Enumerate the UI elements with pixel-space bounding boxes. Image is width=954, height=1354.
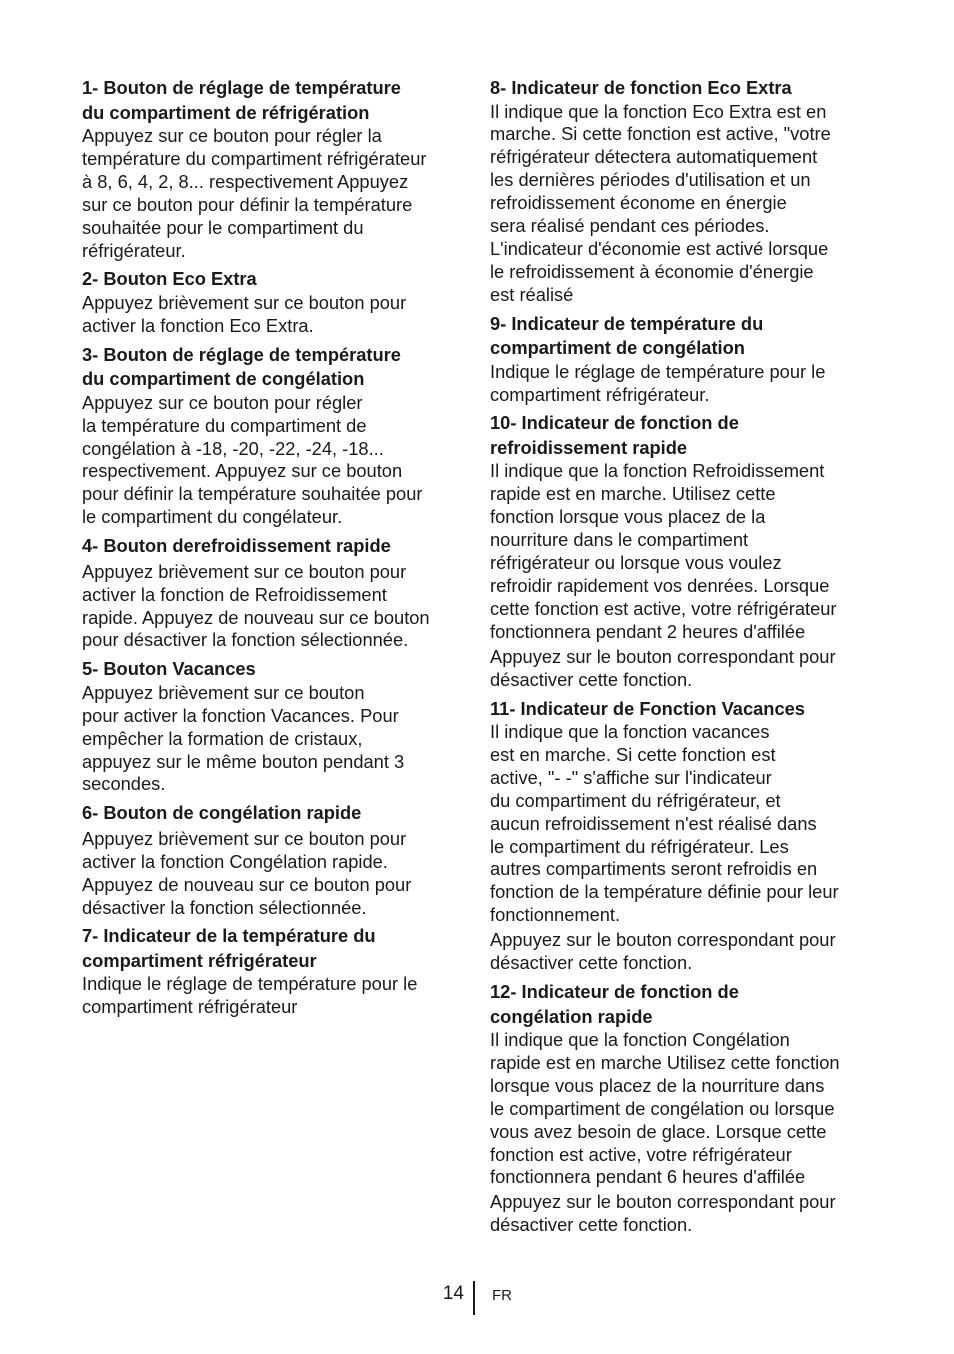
body-line: Appuyez sur ce bouton pour régler — [82, 391, 363, 413]
section-title: 8- Indicateur de fonction Eco Extra — [490, 77, 792, 98]
body-line: refroidir rapidement vos denrées. Lorsque — [490, 575, 830, 596]
section-title: 9- Indicateur de température du — [490, 312, 764, 334]
body-line: désactiver cette fonction. — [490, 668, 693, 690]
body-line: à 8, 6, 4, 2, 8... respectivement Appuyez — [82, 170, 409, 192]
body-line: fonctionnement. — [490, 904, 621, 926]
section — [490, 312, 874, 407]
body-line: Indique le réglage de température pour le — [490, 360, 826, 382]
body-line: cette fonction est active, votre réfrigérateur — [490, 597, 837, 619]
body-line: aucun refroidissement n'est réalisé dans — [490, 812, 817, 834]
body-line: activer la fonction Congélation rapide. — [82, 850, 388, 872]
section-title: 4- Bouton derefroidissement rapide — [82, 535, 391, 557]
section — [82, 534, 466, 652]
section — [490, 980, 874, 1237]
body-line: empêcher la formation de cristaux, — [82, 727, 363, 749]
body-line: fonction de la température définie pour leur — [490, 881, 839, 903]
body-line: Appuyez sur le bouton correspondant pour — [490, 929, 836, 951]
section-title: 5- Bouton Vacances — [82, 658, 256, 680]
section-title: 6- Bouton de congélation rapide — [82, 802, 362, 824]
body-line: Appuyez sur ce bouton pour régler la — [82, 125, 382, 146]
body-line: appuyez sur le même bouton pendant 3 — [82, 750, 405, 772]
body-line: compartiment réfrigérateur — [82, 996, 298, 1018]
section-title: du compartiment de congélation — [82, 368, 365, 390]
body-line: la température du compartiment de — [82, 414, 367, 436]
body-line: respectivement. Appuyez sur ce bouton — [82, 460, 403, 482]
body-line: Il indique que la fonction Eco Extra est en — [490, 100, 827, 122]
section — [82, 343, 466, 529]
body-line: L'indicateur d'économie est activé lorsque — [490, 237, 829, 259]
body-line: secondes. — [82, 773, 166, 795]
body-line: sera réalisé pendant ces périodes. — [490, 215, 770, 237]
page-footer — [0, 1279, 954, 1319]
body-line: active, "- -" s'affiche sur l'indicateur — [490, 766, 772, 788]
body-line: Il indique que la fonction Congélation — [490, 1029, 790, 1050]
body-line: Appuyez sur le bouton correspondant pour — [490, 1191, 836, 1213]
section — [82, 267, 466, 337]
body-line: souhaitée pour le compartiment du — [82, 216, 364, 238]
section-title: 11- Indicateur de Fonction Vacances — [490, 697, 805, 719]
body-line: désactiver cette fonction. — [490, 952, 693, 974]
body-line: réfrigérateur ou lorsque vous voulez — [490, 552, 782, 574]
body-line: Appuyez brièvement sur ce bouton — [82, 681, 365, 703]
body-line: pour désactiver la fonction sélectionnée. — [82, 629, 409, 651]
body-line: lorsque vous placez de la nourriture dans — [490, 1074, 825, 1096]
section-title: du compartiment de réfrigération — [82, 101, 370, 123]
section-title: 7- Indicateur de la température du — [82, 925, 376, 947]
body-line: autres compartiments seront refroidis en — [490, 858, 818, 880]
body-line: le compartiment du congélateur. — [82, 506, 343, 528]
section — [82, 924, 466, 1019]
body-line: sur ce bouton pour définir la température — [82, 193, 413, 215]
section-title: refroidissement rapide — [490, 436, 688, 458]
body-line: Appuyez sur le bouton correspondant pour — [490, 645, 836, 667]
section-title: compartiment réfrigérateur — [82, 949, 317, 971]
section — [82, 76, 466, 262]
section-title: compartiment de congélation — [490, 337, 745, 359]
body-line: rapide. Appuyez de nouveau sur ce bouton — [82, 606, 430, 628]
body-line: vous avez besoin de glace. Lorsque cette — [490, 1120, 827, 1142]
section-title: 2- Bouton Eco Extra — [82, 268, 257, 290]
body-line: nourriture dans le compartiment — [490, 529, 749, 551]
section — [82, 657, 466, 796]
section — [490, 411, 874, 691]
body-line: congélation à -18, -20, -22, -24, -18... — [82, 437, 384, 459]
body-line: désactiver la fonction sélectionnée. — [82, 896, 367, 918]
body-line: fonction lorsque vous placez de la — [490, 506, 766, 528]
body-line: fonction est active, votre réfrigérateur — [490, 1143, 792, 1165]
body-line: les dernières périodes d'utilisation et un — [490, 169, 811, 191]
body-line: réfrigérateur détectera automatiquement — [490, 146, 818, 168]
body-line: le compartiment du réfrigérateur. Les — [490, 835, 789, 857]
body-line: marche. Si cette fonction est active, "votre — [490, 123, 831, 145]
body-line: est en marche. Si cette fonction est — [490, 743, 776, 765]
section-title: 12- Indicateur de fonction de — [490, 981, 739, 1002]
body-line: fonctionnera pendant 2 heures d'affilée — [490, 620, 806, 642]
left-column — [82, 76, 466, 1024]
section — [82, 801, 466, 919]
body-line: compartiment réfrigérateur. — [490, 383, 710, 405]
body-line: pour activer la fonction Vacances. Pour — [82, 704, 399, 726]
body-line: Indique le réglage de température pour le — [82, 973, 418, 995]
body-line: pour définir la température souhaitée pour — [82, 483, 423, 505]
body-line: refroidissement économe en énergie — [490, 192, 787, 214]
body-line: réfrigérateur. — [82, 239, 186, 261]
body-line: activer la fonction Eco Extra. — [82, 314, 314, 336]
body-line: rapide est en marche Utilisez cette fonction — [490, 1051, 840, 1073]
language-code: FR — [492, 1287, 512, 1304]
body-line: Il indique que la fonction vacances — [490, 721, 770, 743]
section-title: 10- Indicateur de fonction de — [490, 412, 739, 434]
body-line: activer la fonction de Refroidissement — [82, 583, 387, 605]
body-line: le refroidissement à économie d'énergie — [490, 260, 814, 282]
page-number: 14 — [442, 1283, 464, 1304]
section — [490, 76, 874, 307]
footer-divider — [473, 1281, 475, 1315]
body-line: est réalisé — [490, 283, 574, 305]
body-line: Appuyez brièvement sur ce bouton pour — [82, 560, 407, 582]
body-line: Appuyez de nouveau sur ce bouton pour — [82, 873, 412, 895]
body-line: fonctionnera pendant 6 heures d'affilée — [490, 1166, 806, 1188]
section — [490, 697, 874, 975]
body-line: température du compartiment réfrigérateur — [82, 147, 427, 169]
body-line: rapide est en marche. Utilisez cette — [490, 483, 776, 505]
section-title: congélation rapide — [490, 1005, 653, 1027]
body-line: Appuyez brièvement sur ce bouton pour — [82, 291, 407, 313]
section-title: 3- Bouton de réglage de température — [82, 343, 401, 365]
body-line: du compartiment du réfrigérateur, et — [490, 789, 781, 811]
section-title: 1- Bouton de réglage de température — [82, 77, 401, 98]
body-line: Appuyez brièvement sur ce bouton pour — [82, 827, 407, 849]
right-column — [490, 76, 874, 1242]
body-line: Il indique que la fonction Refroidissement — [490, 460, 825, 482]
body-line: le compartiment de congélation ou lorsque — [490, 1097, 835, 1119]
body-line: désactiver cette fonction. — [490, 1214, 693, 1236]
